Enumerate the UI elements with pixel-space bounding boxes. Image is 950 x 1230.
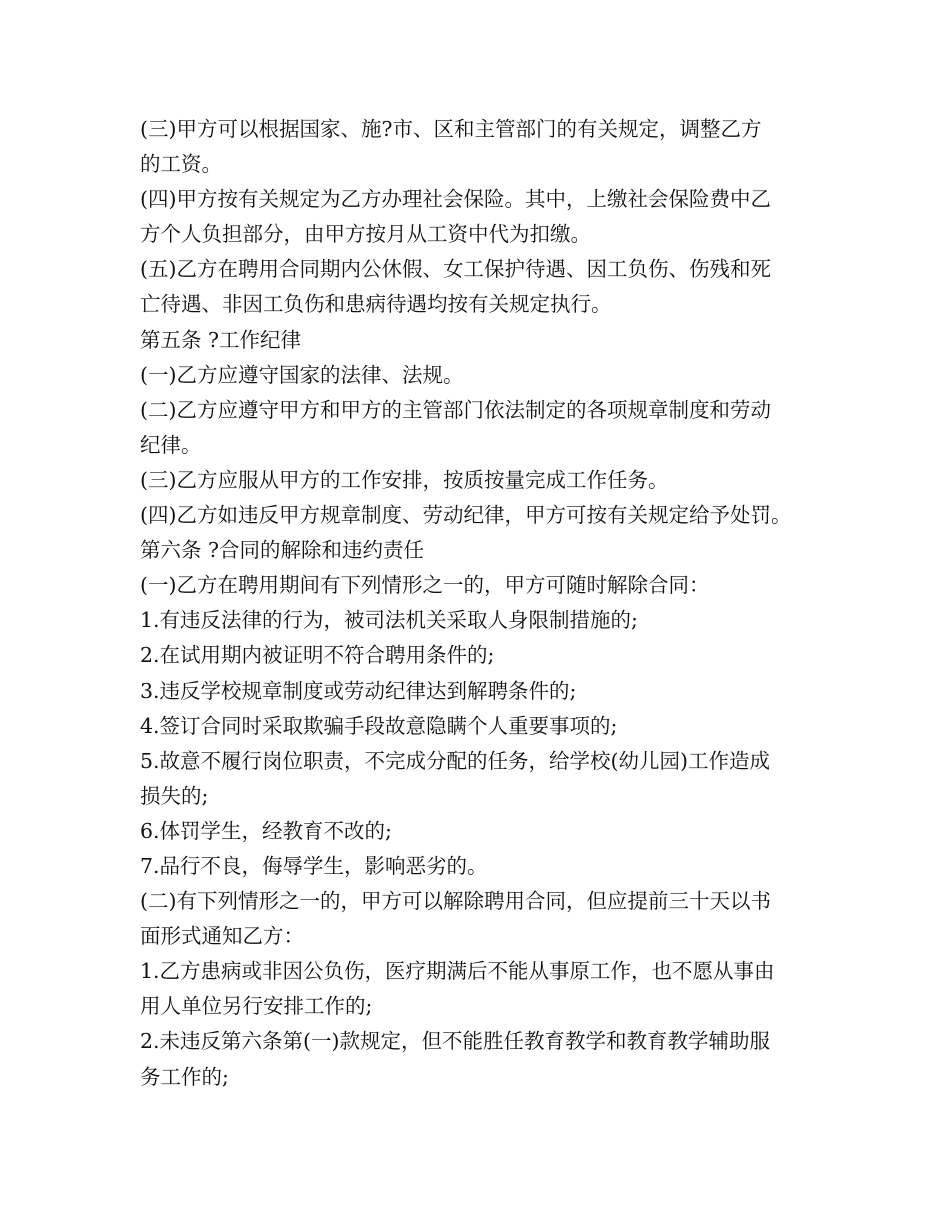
text-line: 用人单位另行安排工作的; <box>140 994 373 1019</box>
text-line: (三)甲方可以根据国家、施?市、区和主管部门的有关规定，调整乙方 <box>140 117 762 141</box>
text-line: 面形式通知乙方： <box>140 924 304 949</box>
text-line: 亡待遇、非因工负伤和患病待遇均按有关规定执行。 <box>140 292 612 317</box>
text-line: 务工作的; <box>140 1064 229 1089</box>
text-line: (一)乙方在聘用期间有下列情形之一的，甲方可随时解除合同： <box>140 573 710 598</box>
list-item: 3.违反学校规章制度或劳动纪律达到解聘条件的; <box>140 678 577 703</box>
text-line: (二)有下列情形之一的，甲方可以解除聘用合同，但应提前三十天以书 <box>140 889 771 914</box>
list-item: 1.乙方患病或非因公负伤，医疗期满后不能从事原工作，也不愿从事由 <box>140 959 775 984</box>
text-line: (五)乙方在聘用合同期内公休假、女工保护待遇、因工负伤、伤残和死 <box>140 257 771 282</box>
text-line: (一)乙方应遵守国家的法律、法规。 <box>140 362 464 387</box>
text-line: (二)乙方应遵守甲方和甲方的主管部门依法制定的各项规章制度和劳动 <box>140 397 771 422</box>
list-item: 1.有违反法律的行为，被司法机关采取人身限制措施的; <box>140 608 638 633</box>
section-heading: 第六条 ?合同的解除和违约责任 <box>140 538 425 563</box>
text-line: (四)甲方按有关规定为乙方办理社会保险。其中，上缴社会保险费中乙 <box>140 187 771 212</box>
text-line: 纪律。 <box>140 432 202 457</box>
text-line: 的工资。 <box>140 152 222 177</box>
document-body <box>140 112 840 1095</box>
section-heading: 第五条 ?工作纪律 <box>140 327 302 352</box>
text-line: (四)乙方如违反甲方规章制度、劳动纪律，甲方可按有关规定给予处罚。 <box>140 503 792 528</box>
text-line: 损失的; <box>140 783 209 808</box>
list-item: 2.未违反第六条第(一)款规定，但不能胜任教育教学和教育教学辅助服 <box>140 1029 771 1054</box>
list-item: 4.签订合同时采取欺骗手段故意隐瞒个人重要事项的; <box>140 713 618 738</box>
list-item: 6.体罚学生，经教育不改的; <box>140 818 392 843</box>
list-item: 7.品行不良，侮辱学生，影响恶劣的。 <box>140 853 488 878</box>
text-line: 方个人负担部分，由甲方按月从工资中代为扣缴。 <box>140 222 591 247</box>
list-item: 5.故意不履行岗位职责，不完成分配的任务，给学校(幼儿园)工作造成 <box>140 748 771 773</box>
list-item: 2.在试用期内被证明不符合聘用条件的; <box>140 643 495 668</box>
text-line: (三)乙方应服从甲方的工作安排，按质按量完成工作任务。 <box>140 467 669 492</box>
